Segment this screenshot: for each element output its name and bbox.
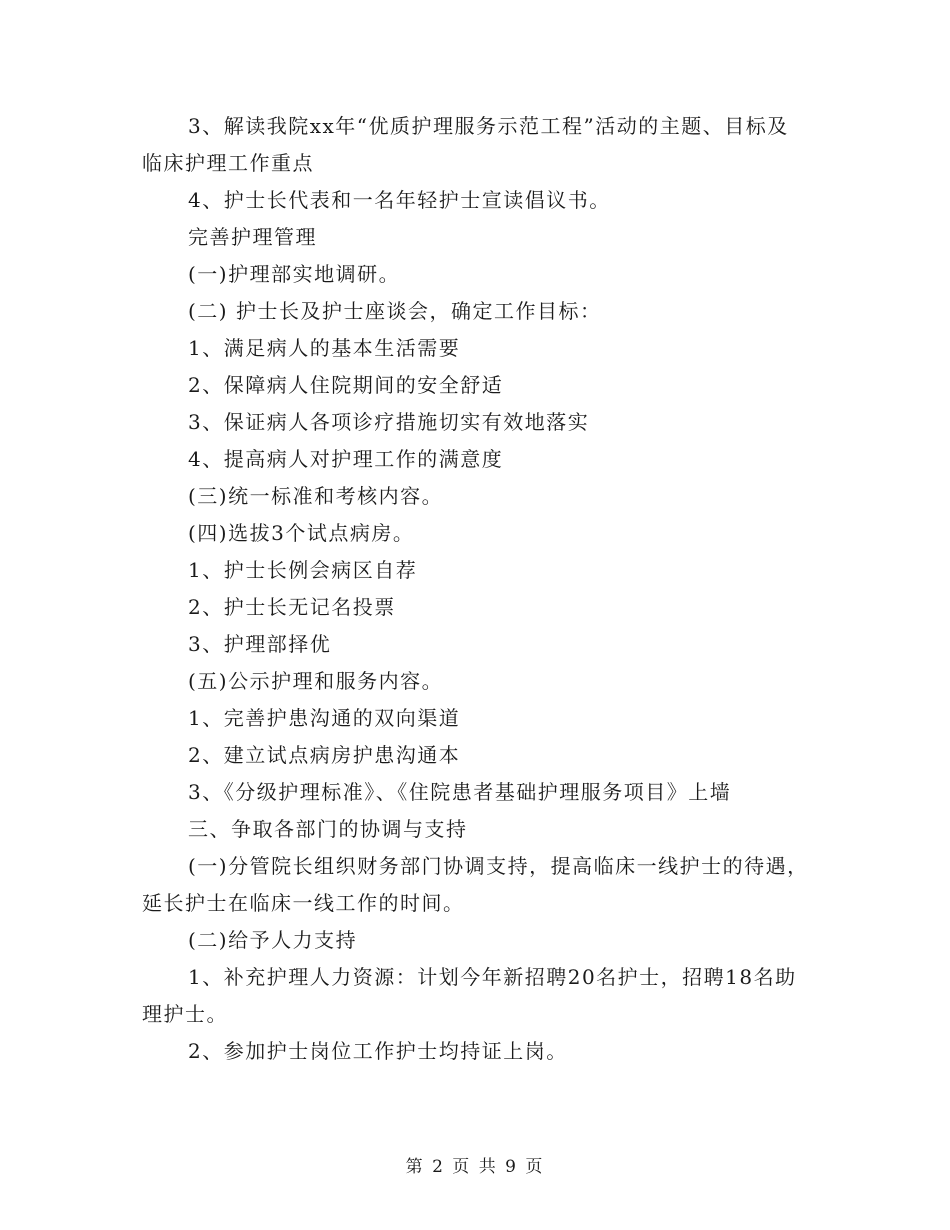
document-body xyxy=(142,108,810,1070)
list-item: 3、保证病人各项诊疗措施切实有效地落实 xyxy=(188,410,590,434)
paragraph: (二) 护士长及护士座谈会，确定工作目标： xyxy=(188,299,602,323)
paragraph: (一)分管院长组织财务部门协调支持，提高临床一线护士的待遇，延长护士在临床一线工作的时间。 xyxy=(142,854,809,915)
paragraph: (二)给予人力支持 xyxy=(188,928,358,952)
list-item: 2、保障病人住院期间的安全舒适 xyxy=(188,373,504,397)
section-heading: 三、争取各部门的协调与支持 xyxy=(188,817,468,841)
paragraph: (五)公示护理和服务内容。 xyxy=(188,669,444,693)
paragraph: 3、解读我院xx年“优质护理服务示范工程”活动的主题、目标及临床护理工作重点 xyxy=(142,114,789,175)
list-item: 1、护士长例会病区自荐 xyxy=(188,558,418,582)
list-item: 3、护理部择优 xyxy=(188,632,332,656)
paragraph: (三)统一标准和考核内容。 xyxy=(188,484,444,508)
list-item: 1、补充护理人力资源：计划今年新招聘20名护士，招聘18名助理护士。 xyxy=(142,965,797,1026)
paragraph: (一)护理部实地调研。 xyxy=(188,262,401,286)
page-number-footer: 第 2 页 共 9 页 xyxy=(405,1157,545,1177)
list-item: 2、建立试点病房护患沟通本 xyxy=(188,743,461,767)
list-item: 2、参加护士岗位工作护士均持证上岗。 xyxy=(188,1039,568,1063)
list-item: 1、完善护患沟通的双向渠道 xyxy=(188,706,461,730)
paragraph: (四)选拔3个试点病房。 xyxy=(188,521,415,545)
list-item: 4、提高病人对护理工作的满意度 xyxy=(188,447,504,471)
list-item: 2、护士长无记名投票 xyxy=(188,595,396,619)
section-heading: 完善护理管理 xyxy=(188,225,317,249)
list-item: 1、满足病人的基本生活需要 xyxy=(188,336,461,360)
paragraph: 4、护士长代表和一名年轻护士宣读倡议书。 xyxy=(188,188,611,212)
list-item: 3、《分级护理标准》、《住院患者基础护理服务项目》上墙 xyxy=(188,780,732,804)
